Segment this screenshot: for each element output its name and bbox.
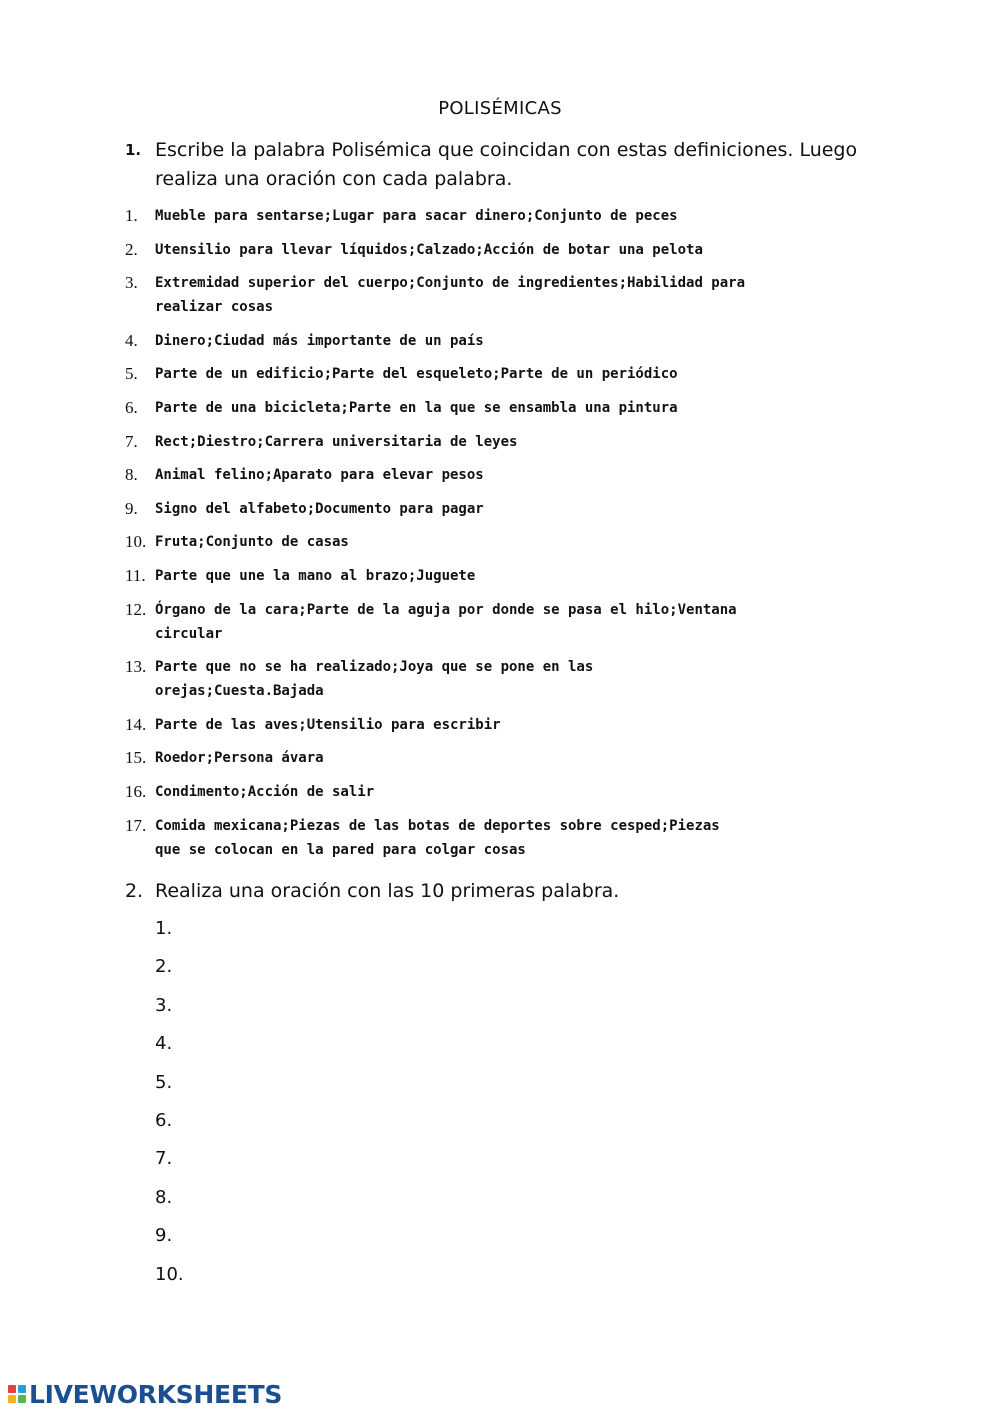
- definition-number: 7.: [125, 431, 138, 451]
- definition-item: [125, 362, 765, 386]
- definition-text: Dinero;Ciudad más importante de un país: [155, 332, 484, 349]
- definition-number: 13.: [125, 657, 147, 677]
- answer-line: 6.: [155, 1109, 173, 1131]
- definition-item: [125, 780, 765, 804]
- definition-text: Parte de un edificio;Parte del esqueleto;Parte de un periódico: [155, 366, 678, 383]
- answer-line: 9.: [155, 1225, 173, 1247]
- definition-number: 8.: [125, 465, 138, 485]
- question-1: [125, 136, 925, 194]
- definition-text: Fruta;Conjunto de casas: [155, 534, 349, 551]
- definition-item: [125, 564, 765, 588]
- answer-line: 2.: [155, 956, 173, 978]
- definition-number: 11.: [125, 565, 146, 585]
- definition-item: [125, 655, 765, 703]
- definition-number: 3.: [125, 273, 138, 293]
- definition-text: Comida mexicana;Piezas de las botas de deportes sobre cesped;Piezas que se colocan en la pared para colgar cosas: [155, 817, 720, 858]
- definition-item: [125, 463, 765, 487]
- definition-item: [125, 396, 765, 420]
- definition-item: [125, 497, 765, 521]
- answer-line: 1.: [155, 918, 173, 939]
- definition-item: [125, 746, 765, 770]
- definition-text: Parte que no se ha realizado;Joya que se pone en las orejas;Cuesta.Bajada: [155, 659, 594, 700]
- question-1-number: 1.: [125, 141, 142, 159]
- definition-text: Parte de las aves;Utensilio para escribir: [155, 716, 501, 733]
- definition-item: [125, 598, 765, 646]
- definition-number: 10.: [125, 532, 147, 552]
- definition-number: 16.: [125, 781, 147, 801]
- answer-line: 3.: [155, 994, 173, 1016]
- logo-text: LIVEWORKSHEETS: [29, 1379, 283, 1409]
- definition-number: 1.: [125, 206, 138, 225]
- liveworksheets-logo: [8, 1379, 282, 1409]
- definition-text: Animal felino;Aparato para elevar pesos: [155, 467, 484, 484]
- definition-item: [125, 430, 765, 454]
- definition-text: Extremidad superior del cuerpo;Conjunto de ingredientes;Habilidad para realizar cosas: [155, 275, 746, 316]
- answer-line: 4.: [155, 1033, 173, 1055]
- definition-text: Mueble para sentarse;Lugar para sacar dinero;Conjunto de peces: [155, 208, 678, 224]
- definition-text: Signo del alfabeto;Documento para pagar: [155, 500, 484, 517]
- definition-item: [125, 530, 765, 554]
- definition-number: 6.: [125, 397, 138, 417]
- definition-number: 14.: [125, 714, 147, 734]
- definition-number: 12.: [125, 599, 147, 619]
- definition-number: 17.: [125, 815, 147, 835]
- definition-text: Utensilio para llevar líquidos;Calzado;Acción de botar una pelota: [155, 241, 703, 258]
- definition-item: [125, 329, 765, 353]
- question-2: [125, 877, 925, 906]
- page-title: POLISÉMICAS: [438, 98, 562, 119]
- definition-number: 15.: [125, 748, 147, 768]
- definition-number: 5.: [125, 364, 138, 384]
- definition-number: 9.: [125, 498, 138, 518]
- definition-text: Parte que une la mano al brazo;Juguete: [155, 567, 476, 584]
- answer-line: 5.: [155, 1071, 173, 1093]
- definition-text: Órgano de la cara;Parte de la aguja por donde se pasa el hilo;Ventana circular: [155, 601, 737, 642]
- definition-item: [125, 238, 765, 262]
- definition-item: [125, 814, 765, 862]
- definition-number: 2.: [125, 239, 138, 259]
- definition-item: [125, 271, 765, 319]
- answer-line: 8.: [155, 1186, 173, 1208]
- answer-line: 10.: [155, 1263, 184, 1285]
- answer-list: [155, 915, 184, 1299]
- definition-number: 4.: [125, 330, 138, 350]
- question-2-number: 2.: [125, 880, 144, 902]
- definition-text: Parte de una bicicleta;Parte en la que se ensambla una pintura: [155, 399, 678, 416]
- definition-text: Rect;Diestro;Carrera universitaria de leyes: [155, 433, 518, 450]
- answer-line: 7.: [155, 1148, 173, 1170]
- definition-item: [125, 713, 765, 737]
- question-1-text: Escribe la palabra Polisémica que coincidan con estas definiciones. Luego realiza una oración con cada palabra.: [155, 139, 858, 190]
- definition-text: Condimento;Acción de salir: [155, 783, 375, 800]
- question-2-text: Realiza una oración con las 10 primeras palabra.: [155, 880, 620, 902]
- definition-text: Roedor;Persona ávara: [155, 750, 324, 767]
- definition-list: [125, 204, 765, 871]
- definition-item: [125, 204, 765, 228]
- logo-tiles-icon: [8, 1385, 26, 1403]
